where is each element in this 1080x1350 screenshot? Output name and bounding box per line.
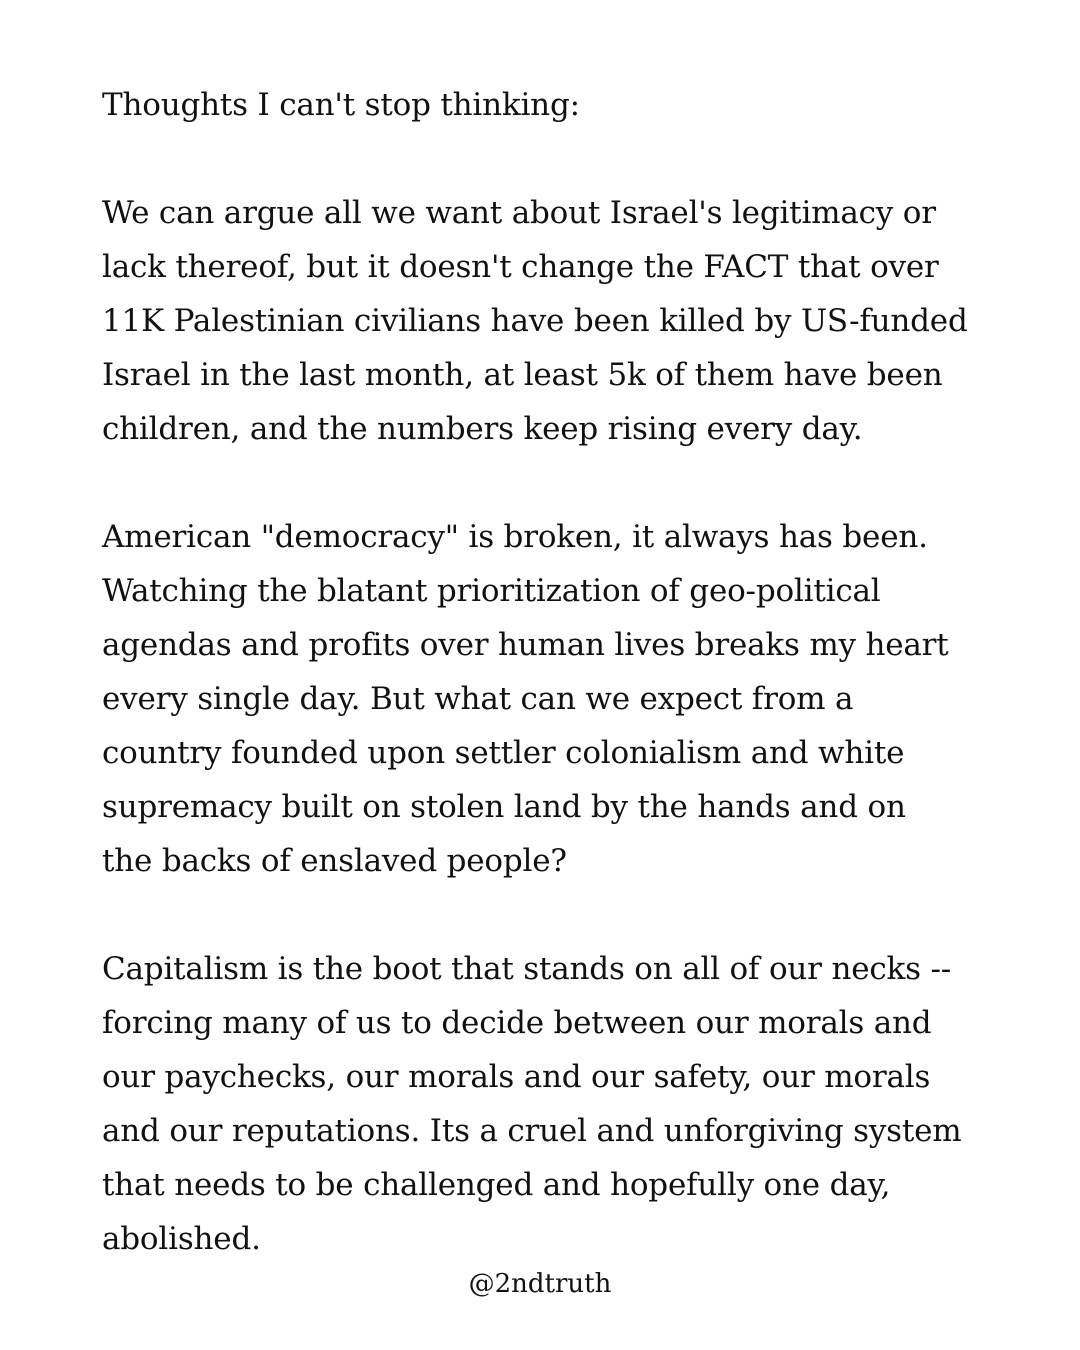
paragraph-line: supremacy built on stolen land by the hands and on — [102, 789, 906, 825]
paragraph-line: the backs of enslaved people? — [102, 843, 567, 879]
paragraph-line: our paychecks, our morals and our safety, our morals — [102, 1059, 931, 1095]
paragraph-line: and our reputations. Its a cruel and unforgiving system — [102, 1113, 962, 1149]
paragraph-line: every single day. But what can we expect from a — [102, 681, 854, 717]
paragraph-line: Watching the blatant prioritization of geo-political — [102, 573, 881, 609]
paragraph-line: We can argue all we want about Israel's legitimacy or — [102, 195, 936, 231]
paragraph-line: agendas and profits over human lives breaks my heart — [102, 627, 949, 663]
paragraph-line: 11K Palestinian civilians have been killed by US-funded — [102, 303, 968, 339]
paragraph-line: Israel in the last month, at least 5k of them have been — [102, 357, 943, 393]
paragraph-line: country founded upon settler colonialism and white — [102, 735, 905, 771]
post-body — [102, 78, 1002, 1266]
paragraph-line: children, and the numbers keep rising every day. — [102, 411, 863, 447]
author-handle: @2ndtruth — [468, 1269, 612, 1299]
paragraph-2 — [102, 510, 1002, 888]
paragraph-line: American "democracy" is broken, it always has been. — [102, 519, 928, 555]
paragraph-line: lack thereof, but it doesn't change the FACT that over — [102, 249, 939, 285]
paragraph-1 — [102, 186, 1002, 456]
paragraph-gap — [102, 456, 1002, 510]
post-heading: Thoughts I can't stop thinking: — [102, 87, 580, 123]
paragraph-line: forcing many of us to decide between our morals and — [102, 1005, 932, 1041]
paragraph-line: abolished. — [102, 1221, 261, 1257]
paragraph-line: Capitalism is the boot that stands on all of our necks -- — [102, 951, 952, 987]
paragraph-gap — [102, 888, 1002, 942]
paragraph-3 — [102, 942, 1002, 1266]
paragraph-gap — [102, 132, 1002, 186]
paragraph-line: that needs to be challenged and hopefully one day, — [102, 1167, 891, 1203]
